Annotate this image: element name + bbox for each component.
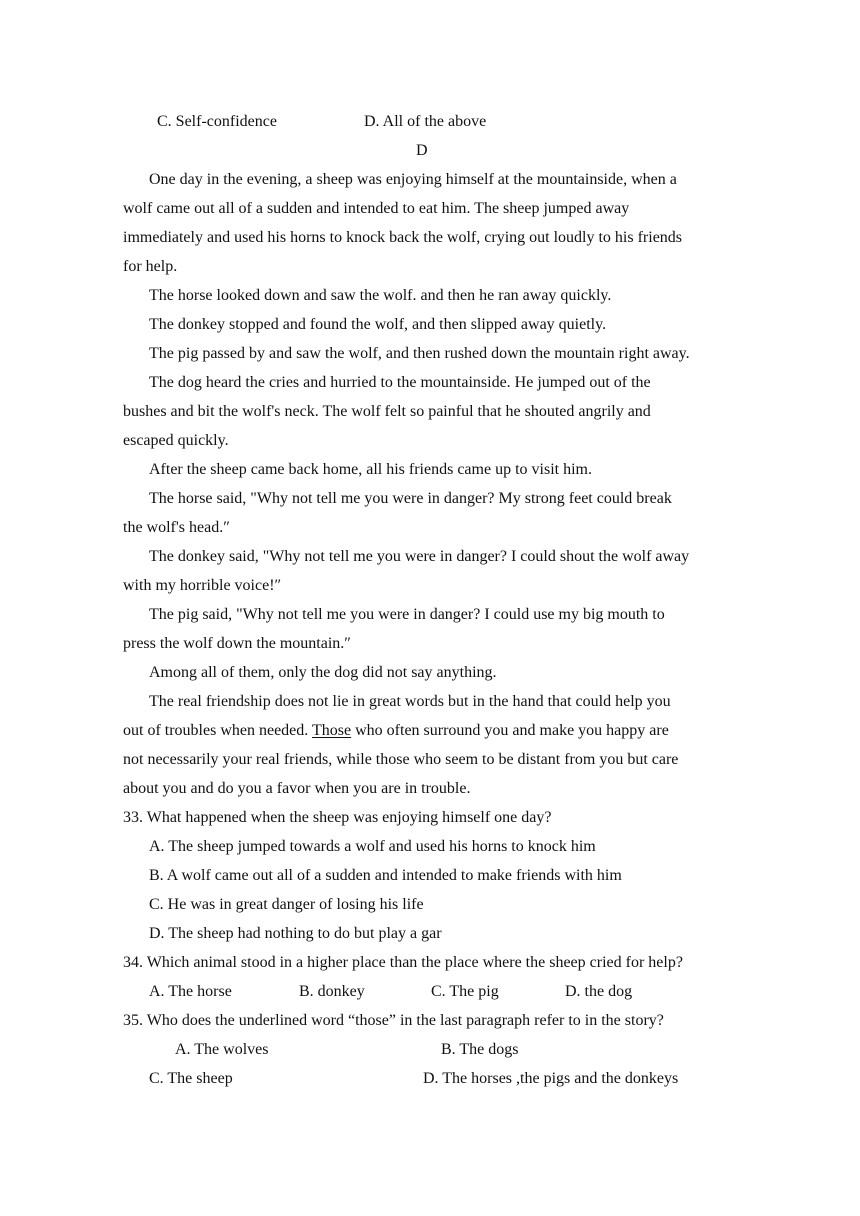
- passage-line: press the wolf down the mountain.″: [123, 635, 351, 652]
- passage-line: The real friendship does not lie in great words but in the hand that could help you: [149, 693, 671, 710]
- passage-line: The donkey said, "Why not tell me you were in danger? I could shout the wolf away: [149, 548, 690, 565]
- answer-option: A. The sheep jumped towards a wolf and used his horns to knock him: [149, 838, 596, 855]
- answer-option: C. He was in great danger of losing his life: [149, 896, 424, 913]
- passage-line: for help.: [123, 258, 178, 275]
- underlined-word: Those: [312, 722, 352, 739]
- answer-option: A. The horse: [149, 983, 232, 1000]
- passage-line: bushes and bit the wolf's neck. The wolf felt so painful that he shouted angrily and: [123, 403, 651, 420]
- question-stem: 34. Which animal stood in a higher place than the place where the sheep cried for help?: [123, 954, 683, 971]
- answer-option: C. The sheep: [149, 1070, 233, 1087]
- passage-line: not necessarily your real friends, while those who seem to be distant from you but care: [123, 751, 679, 768]
- passage-line: [123, 721, 669, 741]
- passage-line: Among all of them, only the dog did not say anything.: [149, 664, 497, 681]
- passage-line: The pig said, "Why not tell me you were in danger? I could use my big mouth to: [149, 606, 665, 623]
- passage-line: After the sheep came back home, all his friends came up to visit him.: [149, 461, 592, 478]
- answer-option: B. A wolf came out all of a sudden and intended to make friends with him: [149, 867, 622, 884]
- answer-option: D. The horses ,the pigs and the donkeys: [423, 1070, 679, 1087]
- passage-line: immediately and used his horns to knock back the wolf, crying out loudly to his friends: [123, 229, 683, 246]
- passage-line: The dog heard the cries and hurried to the mountainside. He jumped out of the: [149, 374, 651, 391]
- passage-line: wolf came out all of a sudden and intended to eat him. The sheep jumped away: [123, 200, 630, 217]
- answer-option: B. donkey: [299, 983, 365, 1000]
- answer-option: B. The dogs: [441, 1041, 519, 1058]
- question-stem: 35. Who does the underlined word “those” in the last paragraph refer to in the story?: [123, 1012, 664, 1029]
- answer-option: A. The wolves: [175, 1041, 269, 1058]
- passage-line: with my horrible voice!″: [123, 577, 282, 594]
- passage-line: about you and do you a favor when you are in trouble.: [123, 780, 471, 797]
- question-stem: 33. What happened when the sheep was enjoying himself one day?: [123, 809, 552, 826]
- passage-line: the wolf's head.″: [123, 519, 230, 536]
- passage-text: who often surround you and make you happy are: [351, 722, 669, 739]
- passage-text: out of troubles when needed.: [123, 722, 312, 739]
- answer-option: D. The sheep had nothing to do but play a gar: [149, 925, 442, 942]
- prev-option-c: C. Self-confidence: [157, 113, 277, 130]
- passage-line: The horse said, "Why not tell me you were in danger? My strong feet could break: [149, 490, 672, 507]
- passage-line: The horse looked down and saw the wolf. and then he ran away quickly.: [149, 287, 612, 304]
- prev-option-d: D. All of the above: [364, 113, 487, 130]
- section-heading: D: [416, 142, 428, 159]
- answer-option: D. the dog: [565, 983, 633, 1000]
- passage-line: escaped quickly.: [123, 432, 229, 449]
- passage-line: The pig passed by and saw the wolf, and then rushed down the mountain right away.: [149, 345, 690, 362]
- passage-line: The donkey stopped and found the wolf, and then slipped away quietly.: [149, 316, 607, 333]
- answer-option: C. The pig: [431, 983, 499, 1000]
- passage-line: One day in the evening, a sheep was enjoying himself at the mountainside, when a: [149, 171, 677, 188]
